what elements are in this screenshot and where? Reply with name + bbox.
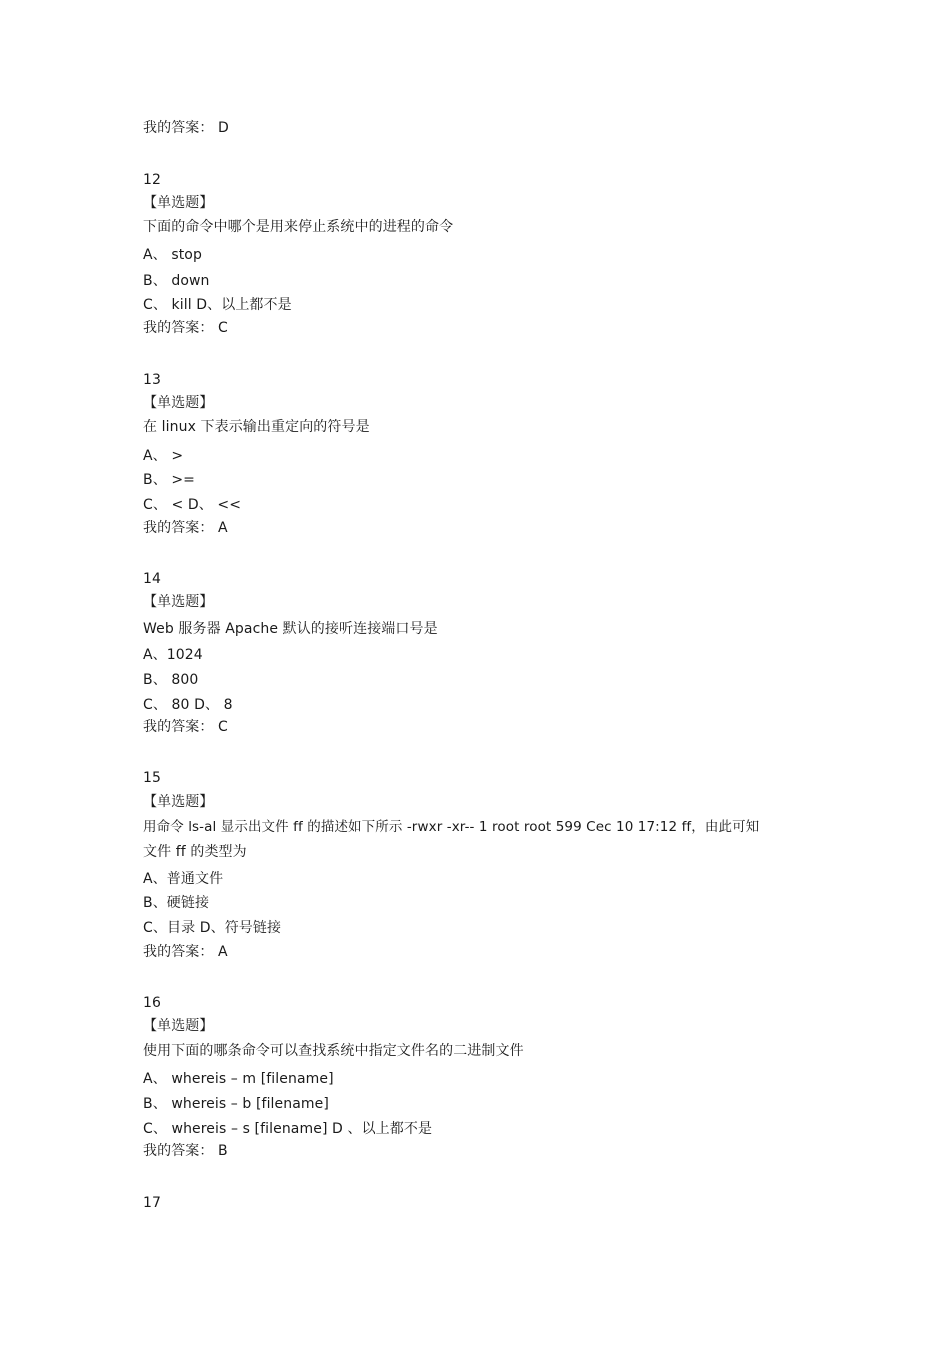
option-a: A、 whereis – m [filename]	[143, 1071, 334, 1087]
question-type: 【单选题】	[143, 195, 214, 211]
question-type: 【单选题】	[143, 794, 214, 810]
question-stem: 用命令 ls-al 显示出文件 ff 的描述如下所示 -rwxr -xr-- 1 root root 599 Cec 10 17:12 ff，由此可知	[143, 819, 760, 835]
question-number: 15	[143, 770, 162, 786]
question-type: 【单选题】	[143, 1018, 214, 1034]
option-a: A、 >	[143, 448, 184, 464]
question-stem: 在 linux 下表示输出重定向的符号是	[143, 419, 370, 435]
option-a: A、 stop	[143, 247, 202, 263]
question-stem: 下面的命令中哪个是用来停止系统中的进程的命令	[143, 219, 454, 235]
option-b: B、 down	[143, 273, 210, 289]
question-type: 【单选题】	[143, 594, 214, 610]
option-c-d: C、 kill D、以上都不是	[143, 297, 292, 313]
question-number: 17	[143, 1195, 162, 1211]
option-a: A、普通文件	[143, 871, 224, 887]
option-b: B、 >=	[143, 472, 196, 488]
option-c-d: C、 80 D、 8	[143, 697, 233, 713]
question-number: 13	[143, 372, 162, 388]
option-b: B、硬链接	[143, 895, 210, 911]
my-answer: 我的答案： A	[143, 520, 228, 536]
question-type: 【单选题】	[143, 395, 214, 411]
previous-answer: 我的答案： D	[143, 120, 229, 136]
my-answer: 我的答案： C	[143, 719, 228, 735]
option-c-d: C、 < D、 <<	[143, 497, 242, 513]
option-c-d: C、 whereis – s [filename] D 、以上都不是	[143, 1121, 433, 1137]
my-answer: 我的答案： B	[143, 1143, 228, 1159]
question-stem: 使用下面的哪条命令可以查找系统中指定文件名的二进制文件	[143, 1043, 524, 1059]
question-stem-continued: 文件 ff 的类型为	[143, 844, 247, 860]
question-number: 14	[143, 571, 162, 587]
question-stem: Web 服务器 Apache 默认的接听连接端口号是	[143, 621, 438, 637]
my-answer: 我的答案： A	[143, 944, 228, 960]
option-b: B、 800	[143, 672, 199, 688]
my-answer: 我的答案： C	[143, 320, 228, 336]
question-number: 12	[143, 172, 162, 188]
question-number: 16	[143, 995, 162, 1011]
option-a: A、1024	[143, 647, 203, 663]
option-b: B、 whereis – b [filename]	[143, 1096, 329, 1112]
option-c-d: C、目录 D、符号链接	[143, 920, 282, 936]
